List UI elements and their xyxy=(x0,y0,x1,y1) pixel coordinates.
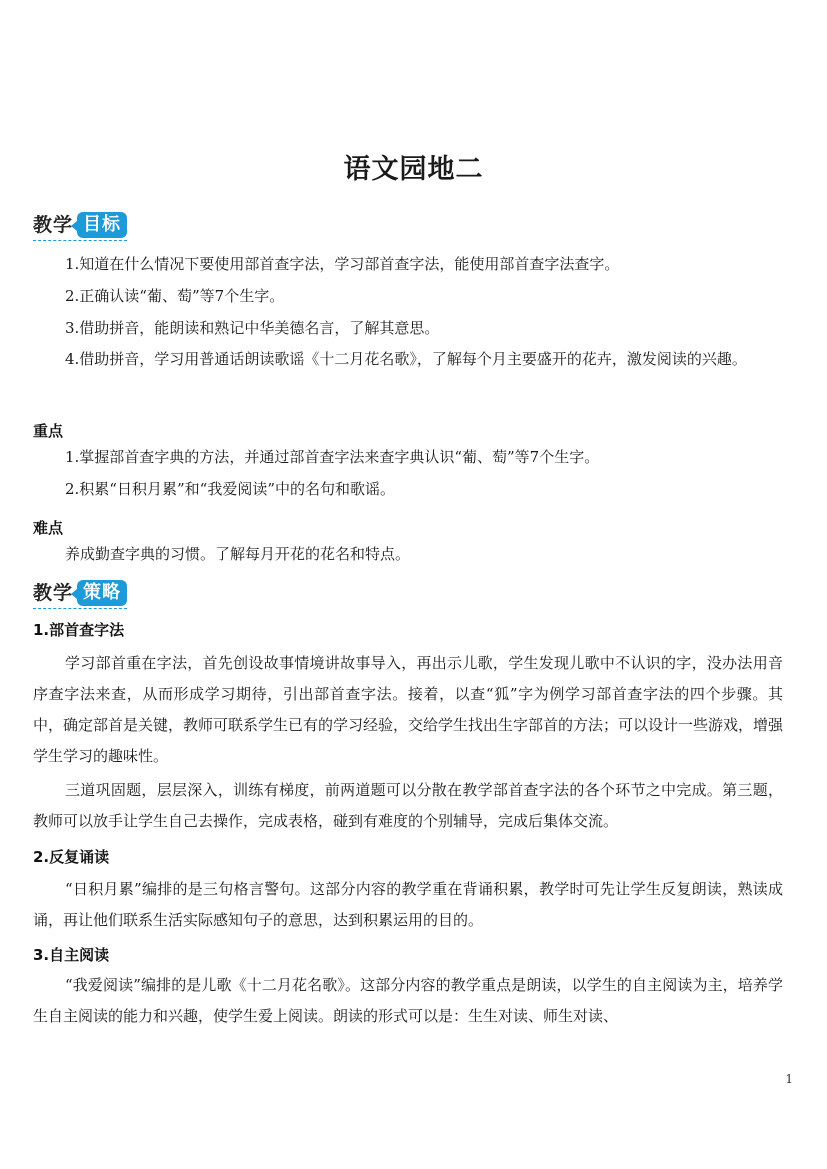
key-point-item: 1.掌握部首查字典的方法，并通过部首查字法来查字典认识“葡、萄”等7个生字。 xyxy=(65,448,600,466)
key-points-heading: 重点 xyxy=(33,422,64,440)
strategy-subheading: 2.反复诵读 xyxy=(33,848,110,866)
section-heading-label: 教学 xyxy=(33,582,74,604)
page-title: 语文园地二 xyxy=(343,154,484,185)
difficulties-text: 养成勤查字典的习惯。了解每月开花的花名和特点。 xyxy=(65,545,411,563)
page-number: 1 xyxy=(785,1072,793,1086)
strategy-paragraph: 三道巩固题，层层深入，训练有梯度，前两道题可以分散在教学部首查字法的各个环节之中完成。第三题，教师可以放手让学生自己去操作，完成表格，碰到有难度的个别辅导，完成后集体交流。 xyxy=(33,781,783,830)
section-heading-label: 教学 xyxy=(33,214,74,236)
section-heading-goals xyxy=(33,206,127,241)
goal-item: 1.知道在什么情况下要使用部首查字法，学习部首查字法，能使用部首查字法查字。 xyxy=(65,255,620,273)
section-heading-badge: 目标 xyxy=(77,212,127,238)
section-heading-strategy xyxy=(33,574,127,609)
strategy-subheading: 1.部首查字法 xyxy=(33,621,125,639)
goal-item: 4.借助拼音，学习用普通话朗读歌谣《十二月花名歌》，了解每个月主要盛开的花卉，激发阅读的兴趣。 xyxy=(65,350,747,368)
strategy-paragraph: “我爱阅读”编排的是儿歌《十二月花名歌》。这部分内容的教学重点是朗读，以学生的自主阅读为主，培养学生自主阅读的能力和兴趣，使学生爱上阅读。朗读的形式可以是：生生对读、师生对读、 xyxy=(33,976,783,1025)
key-point-item: 2.积累“日积月累”和“我爱阅读”中的名句和歌谣。 xyxy=(65,480,395,498)
section-heading-badge: 策略 xyxy=(77,580,127,606)
strategy-paragraph: 学习部首重在字法，首先创设故事情境讲故事导入，再出示儿歌，学生发现儿歌中不认识的字，没办法用音序查字法来查，从而形成学习期待，引出部首查字法。接着，以查“狐”字为例学习部首查字法的四个步骤。其中，确定部首是关键，教师可联系学生已有的学习经验，交给学生找出生字部首的方法；可以设计一些游戏，增强学生学习的趣味性。 xyxy=(33,654,784,765)
goal-item: 3.借助拼音，能朗读和熟记中华美德名言，了解其意思。 xyxy=(65,319,440,337)
strategy-paragraph: “日积月累”编排的是三句格言警句。这部分内容的教学重在背诵积累，教学时可先让学生反复朗读，熟读成诵，再让他们联系生活实际感知句子的意思，达到积累运用的目的。 xyxy=(33,880,783,929)
goal-item: 2.正确认读“葡、萄”等7个生字。 xyxy=(65,287,285,305)
strategy-subheading: 3.自主阅读 xyxy=(33,946,110,964)
difficulties-heading: 难点 xyxy=(33,519,64,537)
